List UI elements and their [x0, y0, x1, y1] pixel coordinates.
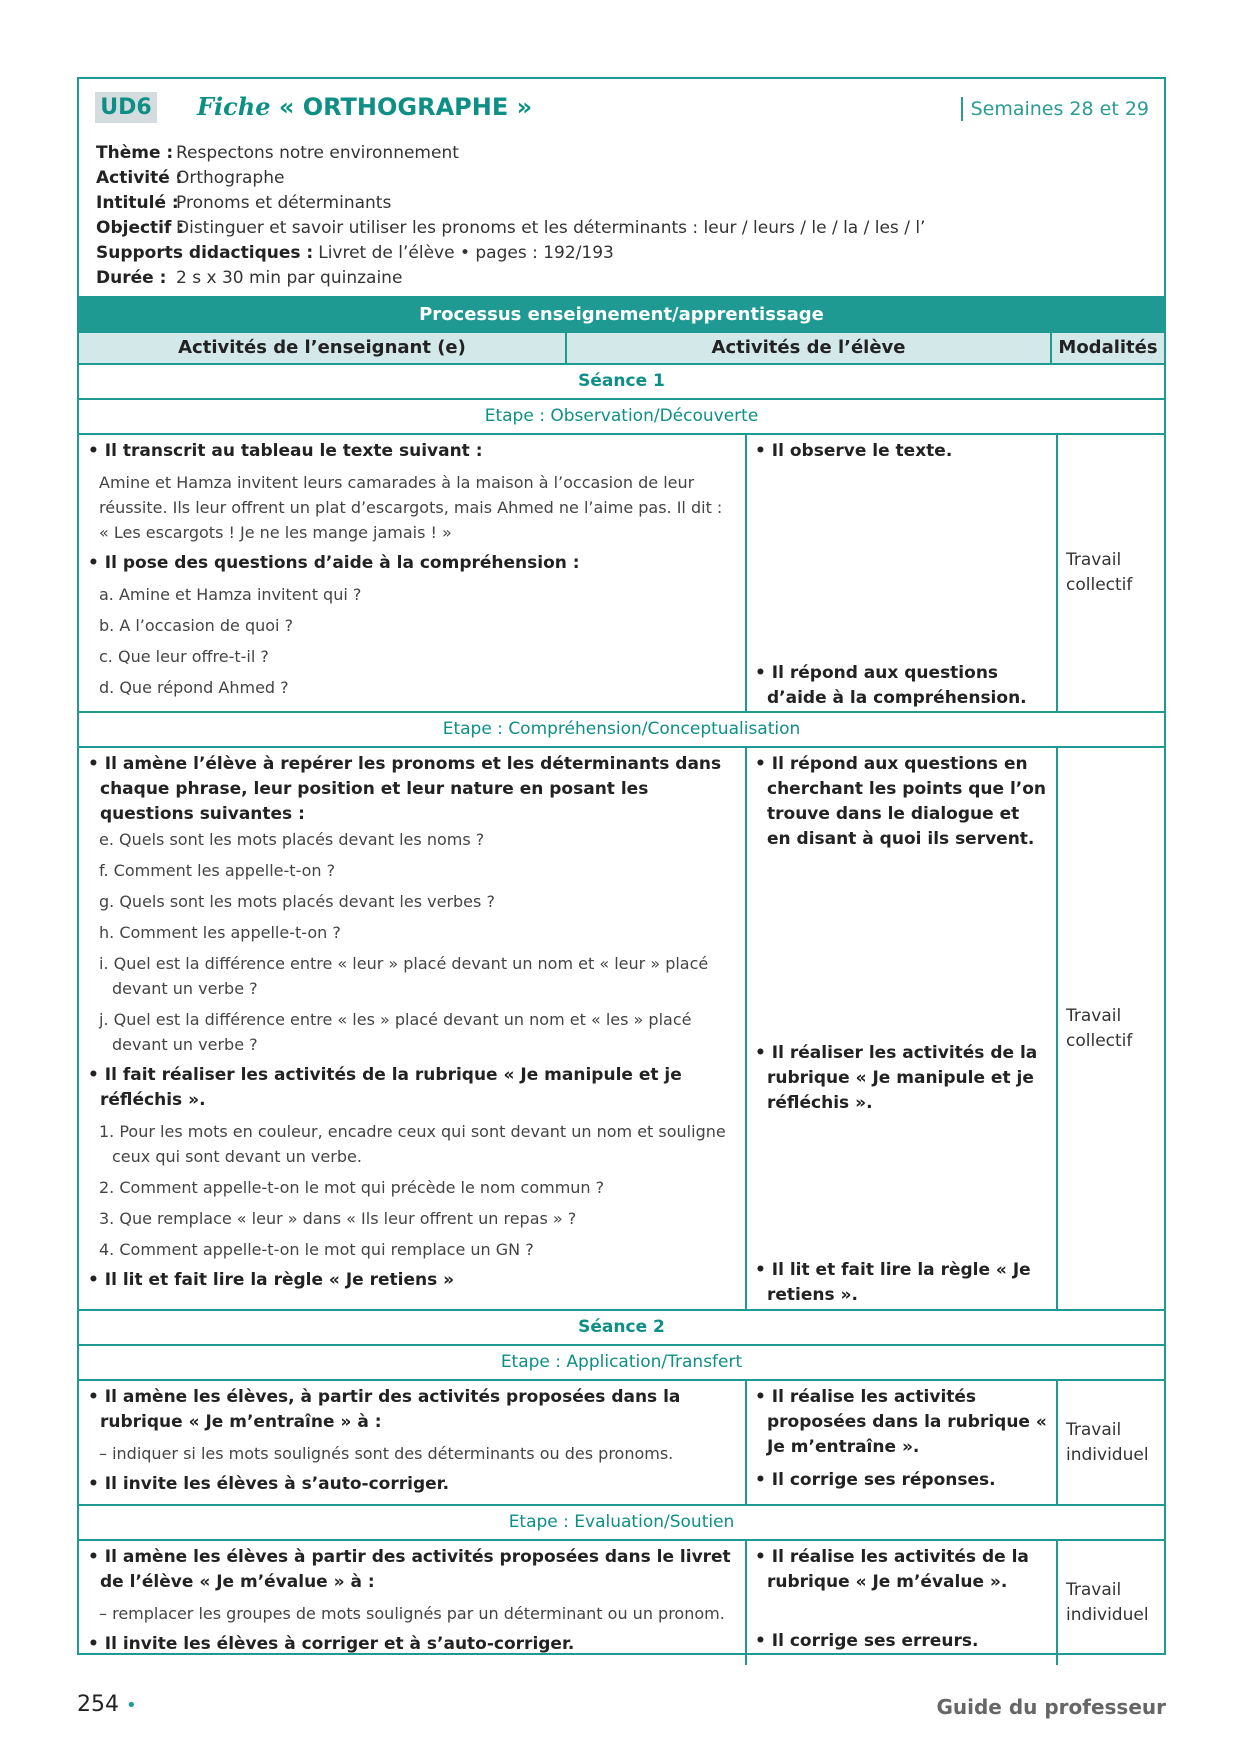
process-title: Processus enseignement/apprentissage [79, 298, 1164, 331]
teacher-cell [79, 748, 747, 1309]
step-observation-row [79, 435, 1164, 713]
meta-objective: Objectif : Distinguer et savoir utiliser les pronoms et les déterminants : leur / leurs / le / la / les / l’ [96, 218, 926, 238]
question: g. Quels sont les mots placés devant les verbes ? [99, 892, 495, 911]
col-student: Activités de l’élève [567, 333, 1052, 363]
teacher-action: • Il transcrit au tableau le texte suivant : [88, 441, 483, 461]
student-cell [747, 1381, 1058, 1504]
page-bullet: • [126, 1695, 137, 1716]
mode-cell: Travail individuel [1066, 1419, 1149, 1465]
teacher-action: • Il amène l’élève à repérer les pronoms et les déterminants dans chaque phrase, leur position et leur nature en posant les questions suivantes : [88, 754, 722, 824]
lesson-sheet [77, 77, 1166, 1655]
title-text: « ORTHOGRAPHE » [278, 93, 533, 121]
student-cell [747, 1541, 1058, 1665]
student-action: • Il répond aux questions en cherchant les points que l’on trouve dans le dialogue et en disant à quoi ils servent. [755, 754, 1047, 849]
meta-title: Intitulé : Pronoms et déterminants [96, 193, 392, 213]
meta-activity: Activité : Orthographe [96, 168, 285, 188]
teacher-action: • Il amène les élèves, à partir des activités proposées dans la rubrique « Je m’entraîne » à : [88, 1387, 681, 1432]
teacher-cell [79, 1381, 747, 1504]
exercise-item: 3. Que remplace « leur » dans « Ils leur offrent un repas » ? [99, 1209, 577, 1228]
question: a. Amine et Hamza invitent qui ? [99, 585, 362, 604]
student-action: • Il observe le texte. [755, 441, 953, 461]
col-teacher: Activités de l’enseignant (e) [79, 333, 567, 363]
student-action: • Il répond aux questions d’aide à la compréhension. [755, 663, 1027, 708]
task-line: – remplacer les groupes de mots soulignés par un déterminant ou un pronom. [99, 1604, 725, 1623]
question: i. Quel est la différence entre « leur » placé devant un nom et « leur » placé devant un verbe ? [99, 954, 709, 998]
student-action: • Il réaliser les activités de la rubrique « Je manipule et je réfléchis ». [755, 1043, 1038, 1113]
student-action: • Il réalise les activités de la rubrique « Je m’évalue ». [755, 1547, 1029, 1592]
exercise-item: 2. Comment appelle-t-on le mot qui précède le nom commun ? [99, 1178, 605, 1197]
meta-theme: Thème : Respectons notre environnement [96, 143, 459, 163]
teacher-action: • Il pose des questions d’aide à la compréhension : [88, 553, 580, 573]
mode-cell: Travail individuel [1066, 1580, 1149, 1625]
teacher-action: • Il lit et fait lire la règle « Je retiens » [88, 1270, 455, 1290]
step-comprehension-row [79, 748, 1164, 1311]
seance-1-title: Séance 1 [79, 365, 1164, 400]
col-mode: Modalités [1058, 337, 1158, 358]
step-observation-title: Etape : Observation/Découverte [79, 400, 1164, 435]
student-cell [747, 748, 1058, 1309]
sheet-title [197, 91, 532, 123]
seance-2-title: Séance 2 [79, 1311, 1164, 1346]
student-action: • Il réalise les activités proposées dans la rubrique « Je m’entraîne ». [755, 1387, 1047, 1457]
page-number-text: 254 [77, 1692, 119, 1717]
teacher-action: • Il fait réaliser les activités de la rubrique « Je manipule et je réfléchis ». [88, 1065, 682, 1110]
teacher-action: • Il amène les élèves à partir des activités proposées dans le livret de l’élève « Je m’évalue » à : [88, 1547, 731, 1592]
teacher-cell [79, 1541, 747, 1665]
question: f. Comment les appelle-t-on ? [99, 861, 336, 880]
exercise-item: 1. Pour les mots en couleur, encadre ceux qui sont devant un nom et souligne ceux qui sont devant un verbe. [99, 1122, 726, 1166]
source-text: Amine et Hamza invitent leurs camarades à la maison à l’occasion de leur réussite. Ils leur offrent un plat d’escargots, mais Ahmed ne l’aime pas. Il dit : « Les escargots ! Je ne les mange jamais ! » [99, 473, 723, 542]
student-action: • Il corrige ses erreurs. [755, 1631, 979, 1651]
meta-block [96, 141, 1146, 291]
page-number [77, 1692, 137, 1717]
weeks-label: Semaines 28 et 29 [961, 97, 1149, 121]
student-action: • Il lit et fait lire la règle « Je retiens ». [755, 1260, 1031, 1305]
question: h. Comment les appelle-t-on ? [99, 923, 341, 942]
mode-cell: Travail collectif [1066, 550, 1133, 595]
teacher-action: • Il invite les élèves à corriger et à s’auto-corriger. [88, 1634, 575, 1654]
unit-badge: UD6 [95, 92, 157, 123]
step-evaluation-row [79, 1541, 1164, 1665]
teacher-cell [79, 435, 747, 711]
mode-cell: Travail collectif [1066, 1005, 1133, 1051]
question: d. Que répond Ahmed ? [99, 678, 289, 697]
question: j. Quel est la différence entre « les » placé devant un nom et « les » placé devant un verbe ? [99, 1010, 692, 1054]
step-application-title: Etape : Application/Transfert [79, 1346, 1164, 1381]
meta-duration: Durée : 2 s x 30 min par quinzaine [96, 268, 403, 288]
step-evaluation-title: Etape : Evaluation/Soutien [79, 1506, 1164, 1541]
meta-supports: Supports didactiques : Livret de l’élève • pages : 192/193 [96, 243, 614, 263]
column-headers [79, 331, 1164, 365]
exercise-item: 4. Comment appelle-t-on le mot qui remplace un GN ? [99, 1240, 534, 1259]
footer-guide-label: Guide du professeur [936, 1695, 1166, 1719]
student-action: • Il corrige ses réponses. [755, 1470, 996, 1490]
sheet-header [79, 79, 1164, 298]
fiche-word: Fiche [197, 92, 271, 121]
question: e. Quels sont les mots placés devant les noms ? [99, 830, 485, 849]
step-application-row [79, 1381, 1164, 1506]
student-cell [747, 435, 1058, 711]
question: c. Que leur offre-t-il ? [99, 647, 269, 666]
question: b. A l’occasion de quoi ? [99, 616, 294, 635]
teacher-action: • Il invite les élèves à s’auto-corriger. [88, 1474, 450, 1494]
task-line: – indiquer si les mots soulignés sont des déterminants ou des pronoms. [99, 1444, 674, 1463]
step-comprehension-title: Etape : Compréhension/Conceptualisation [79, 713, 1164, 748]
